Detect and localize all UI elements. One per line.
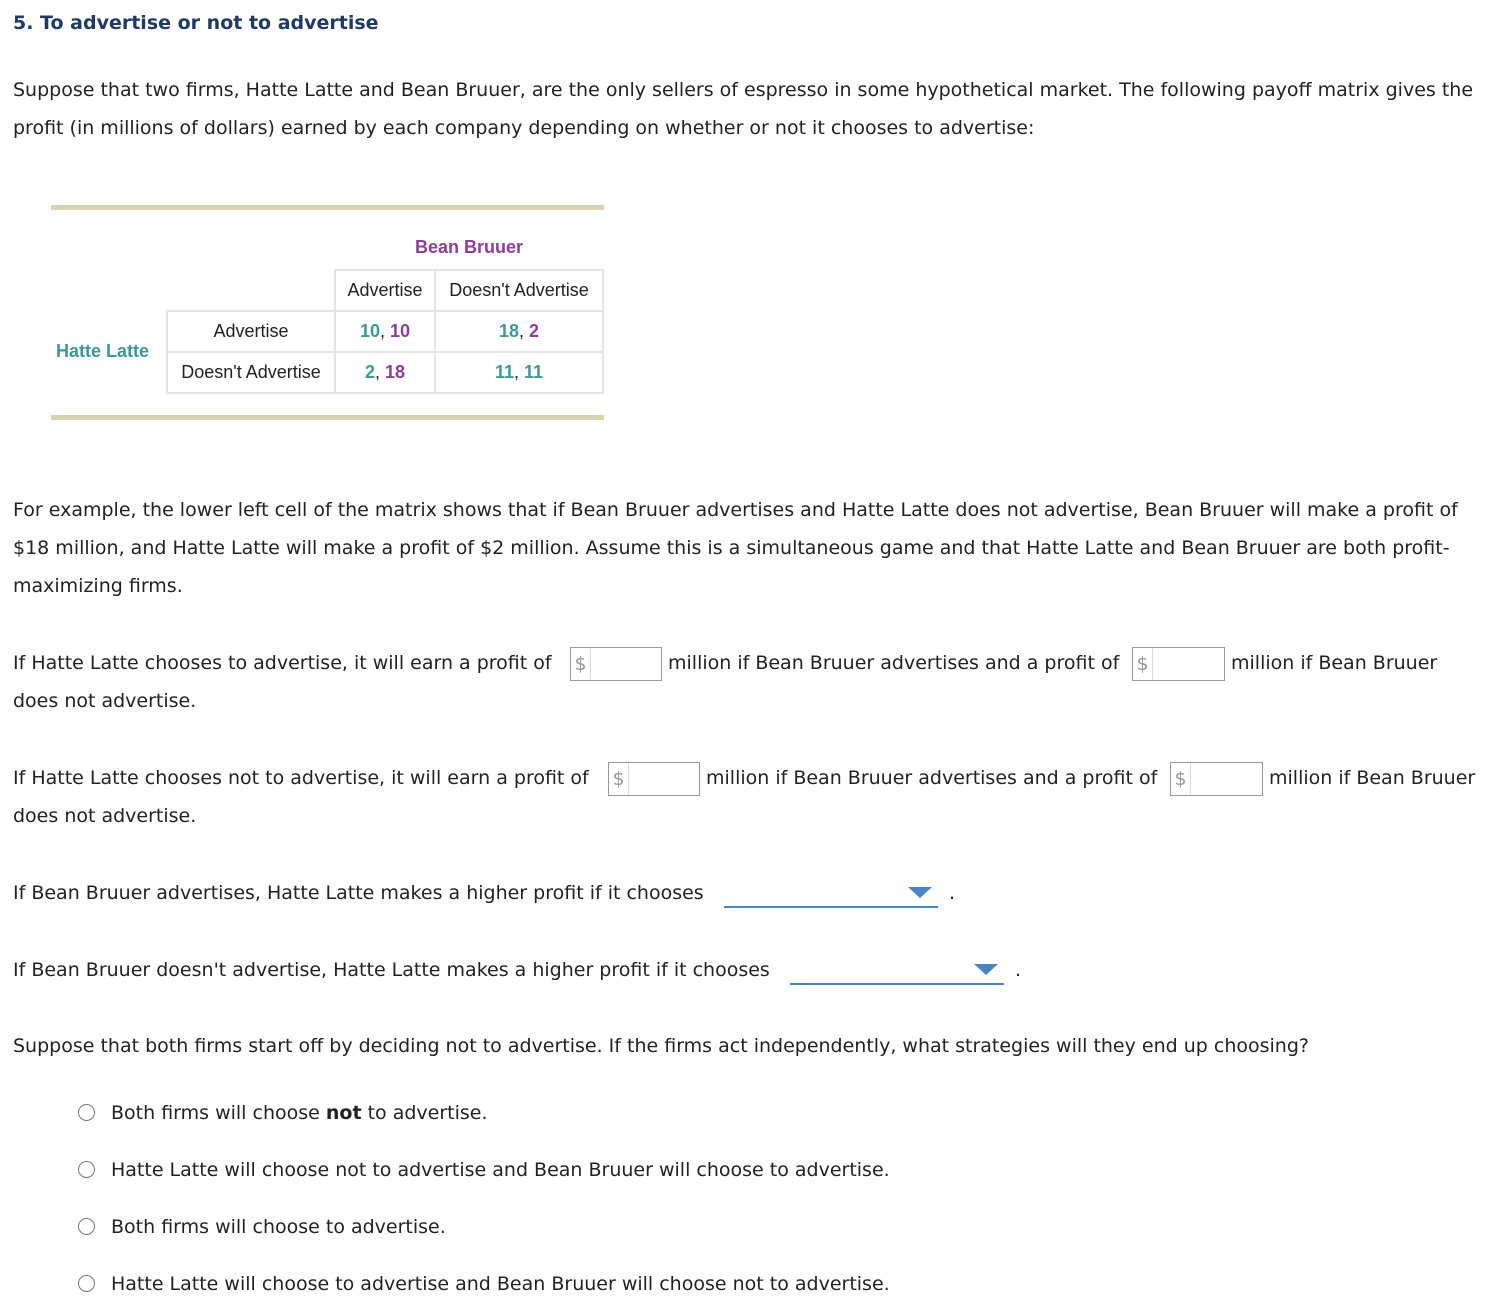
- q4-period: .: [1015, 959, 1022, 981]
- option-4-label[interactable]: Hatte Latte will choose to advertise and Bean Bruuer will choose not to advertise.: [111, 1273, 890, 1295]
- q2-text-post: million if Bean Bruuer: [1269, 767, 1476, 789]
- dollar-icon: $: [1133, 648, 1153, 680]
- q1-input-b[interactable]: [1153, 649, 1224, 679]
- q1-text-mid: million if Bean Bruuer advertises and a profit of: [668, 652, 1120, 674]
- chevron-down-icon: [974, 964, 998, 975]
- example-paragraph: For example, the lower left cell of the matrix shows that if Bean Bruuer advertises and Hatte Latte does not advertise, Bean Bruuer will make a profit of $18 million, and Hatte Latte will make a profit of $2 million. Assume this is a simultaneous game and that Hatte Latte and Bean Bruuer are both profit-maximizing firms.: [13, 499, 1458, 597]
- q2-text-tail: does not advertise.: [13, 805, 197, 827]
- dollar-icon: $: [1171, 763, 1191, 795]
- radio-option-3[interactable]: [78, 1218, 95, 1235]
- radio-option-4[interactable]: [78, 1275, 95, 1292]
- option-3-label[interactable]: Both firms will choose to advertise.: [111, 1216, 446, 1238]
- dollar-icon: $: [609, 763, 629, 795]
- q4-text: If Bean Bruuer doesn't advertise, Hatte Latte makes a higher profit if it chooses: [13, 959, 770, 981]
- col-header-doesnt-advertise: Doesn't Advertise: [434, 269, 604, 312]
- option-2-label[interactable]: Hatte Latte will choose not to advertise and Bean Bruuer will choose to advertise.: [111, 1159, 890, 1181]
- column-player-label: Bean Bruuer: [414, 237, 524, 257]
- q2-input-a[interactable]: [629, 764, 699, 794]
- q1-input-a[interactable]: [591, 649, 661, 679]
- q2-text-pre: If Hatte Latte chooses not to advertise, it will earn a profit of: [13, 767, 589, 789]
- q2-input-b[interactable]: [1191, 764, 1262, 794]
- q2-profit-if-advertises-input[interactable]: [608, 762, 700, 796]
- q3-text: If Bean Bruuer advertises, Hatte Latte makes a higher profit if it chooses: [13, 882, 704, 904]
- payoff-cell: 2 , 18: [334, 351, 436, 394]
- matrix-top-rule: [51, 205, 604, 210]
- q2-text-mid: million if Bean Bruuer advertises and a profit of: [706, 767, 1158, 789]
- chevron-down-icon: [908, 887, 932, 898]
- matrix-bottom-rule: [51, 415, 604, 420]
- q2-profit-if-not-advertises-input[interactable]: [1170, 762, 1263, 796]
- payoff-cell: 18 , 2: [434, 310, 604, 353]
- q4-strategy-dropdown[interactable]: [790, 959, 1004, 985]
- row-header-advertise: Advertise: [166, 310, 336, 353]
- question-title: 5. To advertise or not to advertise: [13, 12, 379, 34]
- q3-period: .: [949, 882, 956, 904]
- q1-text-tail: does not advertise.: [13, 690, 197, 712]
- row-player-label: Hatte Latte: [56, 341, 150, 361]
- q1-text-pre: If Hatte Latte chooses to advertise, it will earn a profit of: [13, 652, 552, 674]
- q3-strategy-dropdown[interactable]: [724, 882, 938, 908]
- option-1-label[interactable]: Both firms will choose not to advertise.: [111, 1102, 488, 1124]
- intro-paragraph: Suppose that two firms, Hatte Latte and Bean Bruuer, are the only sellers of espresso in some hypothetical market. The following payoff matrix gives the profit (in millions of dollars) earned by each company depending on whether or not it chooses to advertise:: [13, 79, 1474, 139]
- q1-text-post: million if Bean Bruuer: [1231, 652, 1438, 674]
- payoff-cell: 10 , 10: [334, 310, 436, 353]
- dollar-icon: $: [571, 648, 591, 680]
- payoff-cell: 11 , 11: [434, 351, 604, 394]
- radio-option-2[interactable]: [78, 1161, 95, 1178]
- q5-text: Suppose that both firms start off by deciding not to advertise. If the firms act independently, what strategies will they end up choosing?: [13, 1035, 1309, 1057]
- radio-option-1[interactable]: [78, 1104, 95, 1121]
- q1-profit-if-not-advertises-input[interactable]: [1132, 647, 1225, 681]
- row-header-doesnt-advertise: Doesn't Advertise: [166, 351, 336, 394]
- q1-profit-if-advertises-input[interactable]: [570, 647, 662, 681]
- col-header-advertise: Advertise: [334, 269, 436, 312]
